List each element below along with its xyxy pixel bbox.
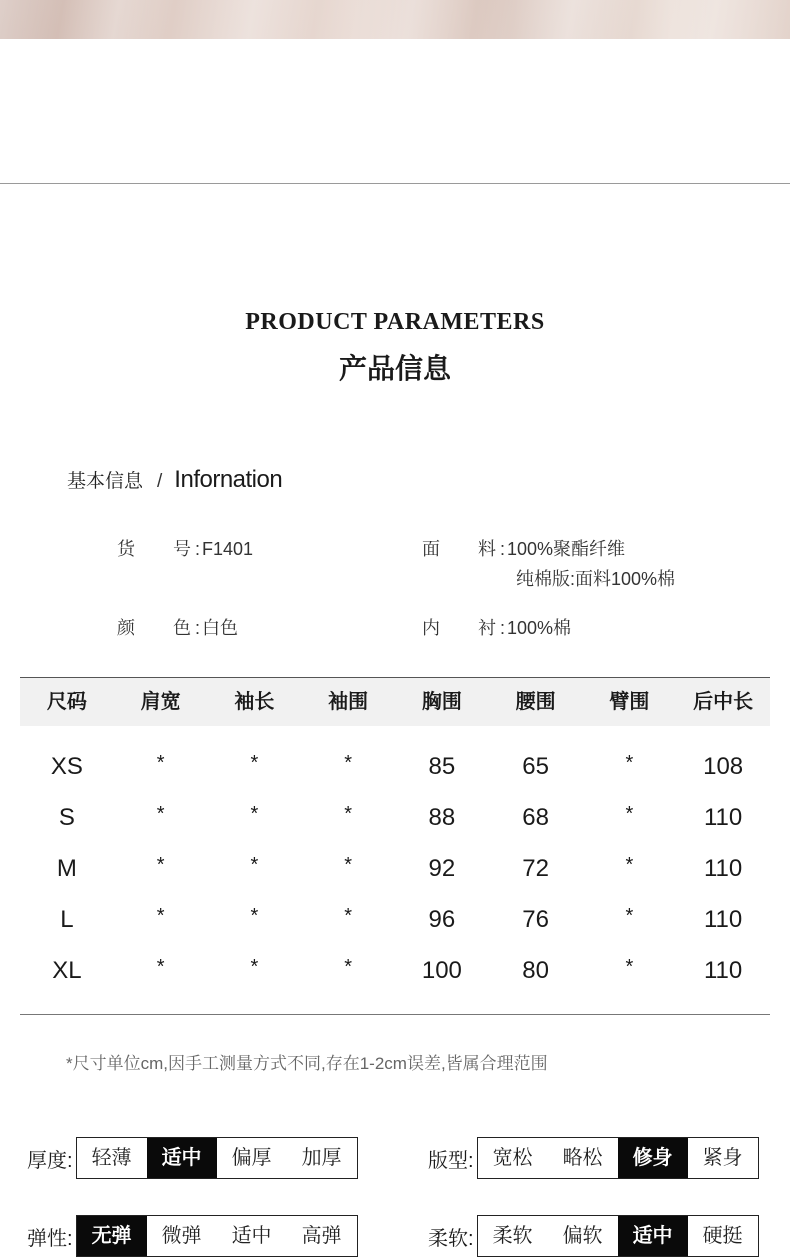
info-fabric-colon: :	[500, 539, 506, 559]
info-sku-label-a: 货	[117, 539, 135, 559]
table-cell: XS	[50, 753, 83, 780]
table-cell: *	[344, 752, 353, 774]
info-lining	[422, 614, 571, 640]
attr-fit	[428, 1137, 759, 1179]
table-cell: *	[625, 752, 634, 774]
title-english: PRODUCT PARAMETERS	[245, 309, 545, 335]
table-cell: L	[60, 906, 74, 933]
table-cell: *	[250, 803, 259, 825]
attr-label: 厚度:	[27, 1149, 73, 1172]
info-sku	[117, 535, 253, 561]
table-cell: 110	[703, 906, 743, 933]
table-cell: 80	[522, 957, 549, 984]
attr-option: 微弹	[161, 1225, 202, 1247]
table-cell: 108	[703, 753, 744, 780]
table-cell: 65	[522, 753, 549, 780]
attr-option-selected: 适中	[618, 1216, 688, 1256]
table-header-cell: 尺码	[46, 691, 87, 713]
table-header-cell: 后中长	[693, 691, 754, 713]
attr-option: 高弹	[301, 1225, 342, 1247]
table-cell: *	[344, 803, 353, 825]
attr-option: 偏厚	[231, 1147, 272, 1169]
attr-option: 略松	[562, 1147, 603, 1169]
info-fabric-label-a: 面	[422, 539, 440, 559]
attr-option: 紧身	[702, 1147, 743, 1169]
table-cell: *	[250, 905, 259, 927]
info-sku-label-b: 号	[173, 539, 191, 559]
table-cell: *	[625, 854, 634, 876]
attr-label: 版型:	[428, 1149, 474, 1172]
attr-option-selected: 适中	[147, 1138, 217, 1178]
attr-option: 加厚	[301, 1147, 342, 1169]
table-cell: XL	[52, 957, 82, 984]
attr-options	[76, 1215, 358, 1257]
table-row	[20, 945, 770, 996]
table-cell: *	[156, 752, 165, 774]
table-row	[20, 792, 770, 843]
table-cell: S	[58, 804, 75, 831]
table-cell: *	[344, 905, 353, 927]
attr-option-selected: 无弹	[77, 1216, 147, 1256]
table-cell: 96	[428, 906, 456, 933]
attr-option: 宽松	[492, 1147, 533, 1169]
attr-option: 偏软	[562, 1225, 603, 1247]
info-sku-value: F1401	[202, 539, 254, 559]
attr-elasticity	[27, 1215, 358, 1257]
table-cell: *	[250, 752, 259, 774]
attr-label: 弹性:	[27, 1227, 73, 1250]
table-cell: 68	[522, 804, 549, 831]
attr-thickness	[27, 1137, 358, 1179]
info-fabric-value: 100%聚酯纤维	[507, 539, 626, 559]
attr-options	[76, 1137, 358, 1179]
table-cell: 88	[428, 804, 456, 831]
info-color	[117, 614, 238, 640]
size-table-header	[20, 678, 770, 726]
table-cell: *	[625, 803, 634, 825]
attr-option: 柔软	[492, 1225, 533, 1247]
table-cell: *	[625, 905, 634, 927]
table-header-cell: 腰围	[515, 691, 556, 713]
basic-info-heading-en: Infornation	[174, 466, 283, 493]
table-cell: *	[156, 956, 165, 978]
table-cell: 76	[522, 906, 549, 933]
table-header-cell: 袖围	[328, 691, 369, 713]
table-cell: 92	[428, 855, 456, 882]
table-cell: *	[250, 854, 259, 876]
table-header-cell: 袖长	[234, 691, 275, 713]
info-fabric-label-b: 料	[478, 539, 496, 559]
heading-slash: /	[157, 471, 163, 492]
info-color-label-b: 色	[173, 618, 191, 638]
table-row	[20, 894, 770, 945]
info-lining-label-b: 衬	[478, 618, 496, 638]
info-color-label-a: 颜	[117, 618, 135, 638]
table-bottom-border	[20, 1014, 770, 1015]
table-cell: *	[344, 854, 353, 876]
info-fabric-alt: 纯棉版:面料100%棉	[516, 569, 676, 589]
attr-options	[477, 1215, 759, 1257]
attr-option-selected: 修身	[618, 1138, 688, 1178]
info-lining-label-a: 内	[422, 618, 440, 638]
table-cell: 72	[522, 855, 549, 882]
table-header-cell: 胸围	[421, 691, 462, 713]
attr-label: 柔软:	[428, 1227, 474, 1250]
attr-option: 轻薄	[91, 1147, 132, 1169]
table-cell: 110	[703, 855, 743, 882]
attr-options	[477, 1137, 759, 1179]
attr-softness	[428, 1215, 759, 1257]
info-lining-value: 100%棉	[507, 618, 572, 638]
table-row	[20, 741, 770, 792]
attr-option: 硬挺	[702, 1225, 743, 1247]
table-cell: M	[56, 855, 77, 882]
table-cell: 100	[421, 957, 462, 984]
table-cell: *	[250, 956, 259, 978]
table-cell: 110	[703, 957, 743, 984]
table-cell: *	[625, 956, 634, 978]
title-chinese: 产品信息	[338, 353, 451, 384]
table-header-cell: 肩宽	[140, 691, 181, 713]
table-cell: *	[156, 905, 165, 927]
section-divider	[0, 183, 790, 184]
info-fabric	[422, 535, 625, 561]
basic-info-heading	[67, 466, 282, 498]
info-color-colon: :	[195, 618, 201, 638]
table-cell: *	[344, 956, 353, 978]
attr-option: 适中	[231, 1225, 272, 1247]
info-sku-colon: :	[195, 539, 201, 559]
table-header-cell: 臂围	[609, 691, 650, 713]
table-cell: 85	[428, 753, 456, 780]
info-color-value: 白色	[202, 618, 239, 638]
table-cell: *	[156, 803, 165, 825]
product-photo-strip	[0, 0, 790, 39]
table-cell: *	[156, 854, 165, 876]
basic-info-heading-cn: 基本信息	[67, 471, 144, 492]
size-table-body	[20, 741, 770, 996]
table-row	[20, 843, 770, 894]
measurement-note: *尺寸单位cm,因手工测量方式不同,存在1-2cm误差,皆属合理范围	[66, 1054, 548, 1073]
table-cell: 110	[703, 804, 743, 831]
info-lining-colon: :	[500, 618, 506, 638]
